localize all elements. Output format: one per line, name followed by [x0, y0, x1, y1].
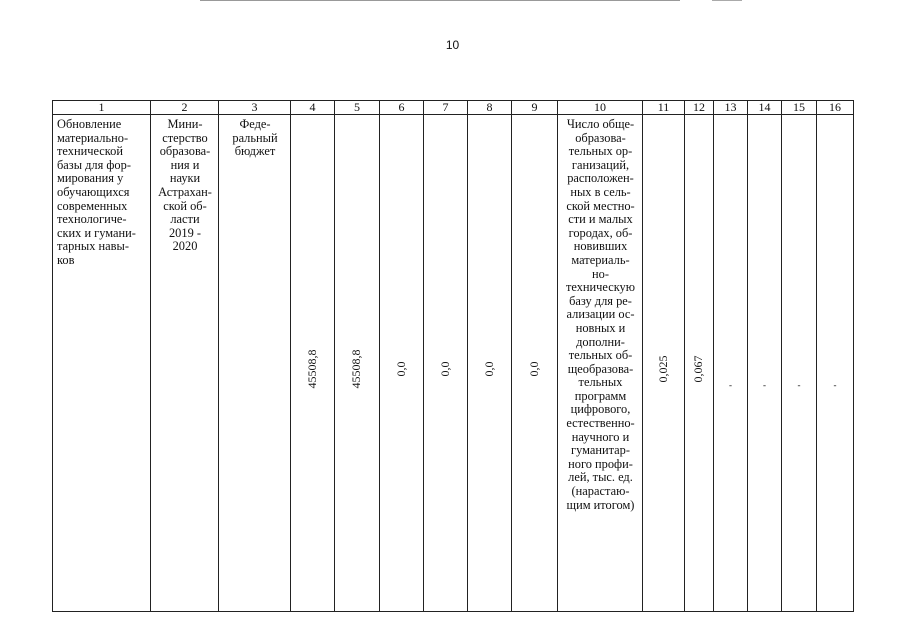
col-5-cell: [335, 115, 380, 612]
header-cell: 14: [748, 101, 782, 115]
value-col-6: 0,0: [393, 361, 408, 377]
header-cell: 3: [219, 101, 291, 115]
indicator-cell: [558, 115, 643, 612]
value-col-16: -: [833, 380, 837, 390]
header-cell: 2: [151, 101, 219, 115]
header-cell: 12: [685, 101, 714, 115]
value-col-4: 45508,8: [304, 349, 319, 389]
page-number: 10: [445, 38, 460, 52]
value-col-15: -: [797, 380, 801, 390]
col-6-cell: [380, 115, 424, 612]
header-cell: 13: [714, 101, 748, 115]
header-cell: 9: [512, 101, 558, 115]
value-col-12: 0,067: [691, 355, 706, 383]
header-cell: 1: [53, 101, 151, 115]
header-cell: 11: [643, 101, 685, 115]
col-9-cell: [512, 115, 558, 612]
col-7-cell: [424, 115, 468, 612]
header-row: [53, 101, 854, 115]
col-16-cell: [817, 115, 854, 612]
header-cell: 5: [335, 101, 380, 115]
header-cell: 6: [380, 101, 424, 115]
header-cell: 15: [782, 101, 817, 115]
col-13-cell: [714, 115, 748, 612]
value-col-11: 0,025: [655, 355, 670, 383]
col-15-cell: [782, 115, 817, 612]
scan-top-rule-short: [712, 0, 742, 1]
col-11-cell: [643, 115, 685, 612]
funding-source-cell: [219, 115, 291, 612]
executor-cell: [151, 115, 219, 612]
value-col-9: 0,0: [526, 361, 541, 377]
value-col-14: -: [763, 380, 766, 390]
value-col-13: -: [729, 380, 732, 390]
activity-name-cell: [53, 115, 151, 612]
col-14-cell: [748, 115, 782, 612]
value-col-7: 0,0: [437, 361, 452, 377]
header-cell: 16: [817, 101, 854, 115]
scan-top-rule: [200, 0, 680, 1]
header-cell: 4: [291, 101, 335, 115]
header-cell: 8: [468, 101, 512, 115]
funding-source-text: Феде- ральный бюджет: [232, 117, 278, 159]
header-cell: 7: [424, 101, 468, 115]
value-col-8: 0,0: [481, 361, 496, 377]
col-4-cell: [291, 115, 335, 612]
executor-text: Мини- стерство образова- ния и науки Астрахан- ской об- ласти 2019 - 2020: [158, 117, 212, 254]
budget-table: [52, 100, 854, 612]
col-12-cell: [685, 115, 714, 612]
activity-name: Обновление материально- технической базы для фор- мирования у обучающихся современных технологиче- ских и гумани- тарных навы- ков: [57, 117, 136, 267]
col-8-cell: [468, 115, 512, 612]
header-cell: 10: [558, 101, 643, 115]
indicator-text: Число обще- образова- тельных ор- ганизаций, расположен- ных в сель- ской местно- сти и малых городах, об- новивших материаль- но- техническую базу для ре- ализации ос- новных и дополни- тельных об- щеобразова- тельных программ цифрового, естественно- научного и гуманитар- ного профи- лей, тыс. ед. (нарастаю- щим итогом): [565, 117, 636, 512]
data-row: [53, 115, 854, 612]
value-col-5: 45508,8: [349, 349, 364, 389]
